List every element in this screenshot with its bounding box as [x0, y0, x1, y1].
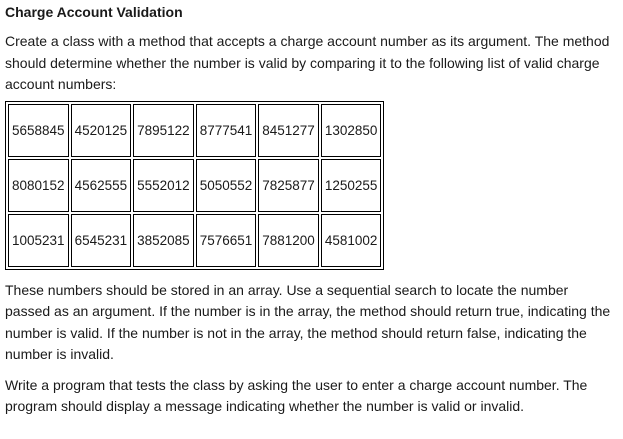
table-cell: 7881200 — [258, 214, 319, 267]
table-cell: 7576651 — [196, 214, 257, 267]
table-cell: 8451277 — [258, 104, 319, 157]
table-cell: 1005231 — [8, 214, 69, 267]
table-cell: 1250255 — [321, 159, 382, 212]
document-title: Charge Account Validation — [5, 4, 183, 20]
document — [5, 0, 617, 418]
table-cell: 4520125 — [71, 104, 132, 157]
intro-paragraph: Create a class with a method that accepts a charge account number as its argument. The method should determine whether the number is valid by comparing it to the following list of valid charge account numbers: — [5, 33, 610, 92]
search-instructions-paragraph: These numbers should be stored in an array. Use a sequential search to locate the number passed as an argument. If the number is in the array, the method should return true, indicating the number is valid. If the number is not in the array, the method should return false, indicating the number is invalid. — [5, 281, 611, 362]
table-cell: 5050552 — [196, 159, 257, 212]
table-cell: 6545231 — [71, 214, 132, 267]
table-cell: 7825877 — [258, 159, 319, 212]
table-cell: 4562555 — [71, 159, 132, 212]
table-cell: 5552012 — [133, 159, 194, 212]
table-cell: 8777541 — [196, 104, 257, 157]
table-cell: 8080152 — [8, 159, 69, 212]
table-cell: 7895122 — [133, 104, 194, 157]
table-row — [8, 104, 381, 157]
table-cell: 3852085 — [133, 214, 194, 267]
table-cell: 5658845 — [8, 104, 69, 157]
table-cell: 4581002 — [321, 214, 382, 267]
program-instructions-paragraph: Write a program that tests the class by asking the user to enter a charge account number. The program should display a message indicating whether the number is valid or invalid. — [5, 376, 588, 414]
table-row — [8, 214, 381, 267]
account-numbers-table — [5, 101, 384, 270]
table-cell: 1302850 — [321, 104, 382, 157]
table-row — [8, 159, 381, 212]
